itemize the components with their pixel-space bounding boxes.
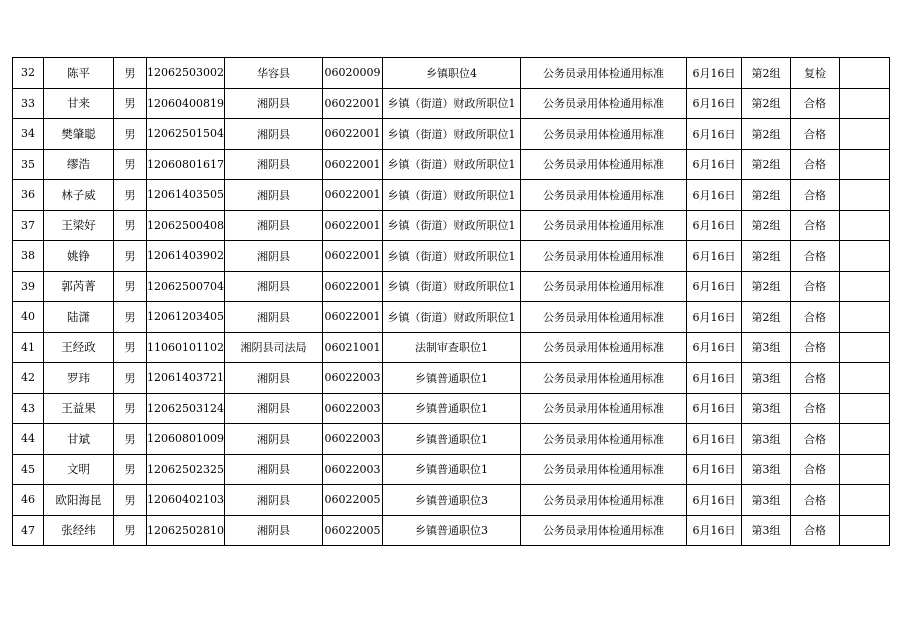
cell-post-code: 06022001 bbox=[322, 119, 382, 150]
cell-post-code: 06022001 bbox=[322, 271, 382, 302]
cell-name: 张经纬 bbox=[44, 515, 114, 546]
cell-unit: 湘阴县 bbox=[224, 149, 322, 180]
cell-unit: 湘阴县 bbox=[224, 180, 322, 211]
cell-name: 缪浩 bbox=[44, 149, 114, 180]
cell-post-code: 06021001 bbox=[322, 332, 382, 363]
cell-exam-id: 12061403721 bbox=[147, 363, 225, 394]
cell-standard: 公务员录用体检通用标准 bbox=[520, 119, 686, 150]
cell-date: 6月16日 bbox=[686, 485, 741, 516]
cell-unit: 湘阴县 bbox=[224, 515, 322, 546]
cell-name: 王经政 bbox=[44, 332, 114, 363]
cell-date: 6月16日 bbox=[686, 58, 741, 89]
cell-group: 第2组 bbox=[741, 271, 790, 302]
cell-post-code: 06022003 bbox=[322, 363, 382, 394]
cell-gender: 男 bbox=[114, 393, 147, 424]
cell-date: 6月16日 bbox=[686, 302, 741, 333]
cell-note bbox=[839, 302, 889, 333]
cell-unit: 湘阴县 bbox=[224, 393, 322, 424]
table-row bbox=[13, 210, 890, 241]
table-row bbox=[13, 393, 890, 424]
cell-result: 合格 bbox=[790, 393, 839, 424]
table-row bbox=[13, 58, 890, 89]
cell-date: 6月16日 bbox=[686, 454, 741, 485]
cell-date: 6月16日 bbox=[686, 424, 741, 455]
cell-post: 乡镇（街道）财政所职位1 bbox=[382, 210, 520, 241]
cell-result: 合格 bbox=[790, 180, 839, 211]
cell-post-code: 06022003 bbox=[322, 393, 382, 424]
cell-seq-no: 33 bbox=[13, 88, 44, 119]
cell-standard: 公务员录用体检通用标准 bbox=[520, 58, 686, 89]
cell-standard: 公务员录用体检通用标准 bbox=[520, 149, 686, 180]
cell-seq-no: 36 bbox=[13, 180, 44, 211]
table-row bbox=[13, 302, 890, 333]
cell-note bbox=[839, 271, 889, 302]
cell-result: 合格 bbox=[790, 119, 839, 150]
table-row bbox=[13, 88, 890, 119]
cell-group: 第2组 bbox=[741, 302, 790, 333]
cell-exam-id: 12062500408 bbox=[147, 210, 225, 241]
cell-post: 乡镇普通职位1 bbox=[382, 454, 520, 485]
cell-group: 第3组 bbox=[741, 393, 790, 424]
cell-seq-no: 46 bbox=[13, 485, 44, 516]
table-row bbox=[13, 149, 890, 180]
cell-post-code: 06022001 bbox=[322, 149, 382, 180]
cell-result: 合格 bbox=[790, 149, 839, 180]
cell-note bbox=[839, 515, 889, 546]
cell-result: 合格 bbox=[790, 485, 839, 516]
cell-exam-id: 12060402103 bbox=[147, 485, 225, 516]
cell-post-code: 06022001 bbox=[322, 210, 382, 241]
cell-gender: 男 bbox=[114, 302, 147, 333]
cell-date: 6月16日 bbox=[686, 271, 741, 302]
cell-gender: 男 bbox=[114, 454, 147, 485]
cell-note bbox=[839, 58, 889, 89]
table-row bbox=[13, 180, 890, 211]
cell-result: 复检 bbox=[790, 58, 839, 89]
cell-group: 第2组 bbox=[741, 210, 790, 241]
cell-standard: 公务员录用体检通用标准 bbox=[520, 180, 686, 211]
cell-group: 第3组 bbox=[741, 485, 790, 516]
cell-standard: 公务员录用体检通用标准 bbox=[520, 332, 686, 363]
table-body bbox=[13, 58, 890, 546]
cell-unit: 湘阴县 bbox=[224, 210, 322, 241]
cell-post: 乡镇（街道）财政所职位1 bbox=[382, 271, 520, 302]
cell-group: 第2组 bbox=[741, 88, 790, 119]
cell-exam-id: 12062502810 bbox=[147, 515, 225, 546]
cell-post: 乡镇（街道）财政所职位1 bbox=[382, 302, 520, 333]
cell-group: 第2组 bbox=[741, 180, 790, 211]
cell-result: 合格 bbox=[790, 241, 839, 272]
cell-date: 6月16日 bbox=[686, 88, 741, 119]
cell-unit: 湘阴县司法局 bbox=[224, 332, 322, 363]
table-row bbox=[13, 424, 890, 455]
cell-standard: 公务员录用体检通用标准 bbox=[520, 454, 686, 485]
cell-exam-id: 12062500704 bbox=[147, 271, 225, 302]
cell-exam-id: 12060801617 bbox=[147, 149, 225, 180]
cell-gender: 男 bbox=[114, 424, 147, 455]
cell-group: 第2组 bbox=[741, 58, 790, 89]
cell-note bbox=[839, 424, 889, 455]
cell-standard: 公务员录用体检通用标准 bbox=[520, 485, 686, 516]
cell-seq-no: 34 bbox=[13, 119, 44, 150]
cell-exam-id: 12061203405 bbox=[147, 302, 225, 333]
cell-gender: 男 bbox=[114, 515, 147, 546]
cell-name: 王益果 bbox=[44, 393, 114, 424]
cell-post: 乡镇（街道）财政所职位1 bbox=[382, 241, 520, 272]
cell-name: 林子威 bbox=[44, 180, 114, 211]
cell-date: 6月16日 bbox=[686, 515, 741, 546]
cell-exam-id: 12062503124 bbox=[147, 393, 225, 424]
table-row bbox=[13, 485, 890, 516]
cell-date: 6月16日 bbox=[686, 393, 741, 424]
cell-standard: 公务员录用体检通用标准 bbox=[520, 210, 686, 241]
cell-seq-no: 47 bbox=[13, 515, 44, 546]
cell-standard: 公务员录用体检通用标准 bbox=[520, 424, 686, 455]
cell-unit: 湘阴县 bbox=[224, 271, 322, 302]
cell-post: 乡镇（街道）财政所职位1 bbox=[382, 119, 520, 150]
cell-note bbox=[839, 454, 889, 485]
cell-date: 6月16日 bbox=[686, 149, 741, 180]
cell-result: 合格 bbox=[790, 424, 839, 455]
cell-note bbox=[839, 363, 889, 394]
cell-result: 合格 bbox=[790, 515, 839, 546]
cell-result: 合格 bbox=[790, 332, 839, 363]
cell-post: 乡镇（街道）财政所职位1 bbox=[382, 149, 520, 180]
cell-post-code: 06022005 bbox=[322, 485, 382, 516]
cell-exam-id: 11060101102 bbox=[147, 332, 225, 363]
cell-seq-no: 44 bbox=[13, 424, 44, 455]
cell-exam-id: 12060400819 bbox=[147, 88, 225, 119]
cell-exam-id: 12062502325 bbox=[147, 454, 225, 485]
cell-post: 乡镇普通职位3 bbox=[382, 515, 520, 546]
cell-name: 文明 bbox=[44, 454, 114, 485]
cell-post-code: 06020009 bbox=[322, 58, 382, 89]
cell-seq-no: 38 bbox=[13, 241, 44, 272]
exam-roster-table bbox=[12, 57, 890, 546]
cell-group: 第3组 bbox=[741, 515, 790, 546]
cell-unit: 湘阴县 bbox=[224, 485, 322, 516]
cell-result: 合格 bbox=[790, 271, 839, 302]
cell-note bbox=[839, 119, 889, 150]
cell-seq-no: 37 bbox=[13, 210, 44, 241]
cell-seq-no: 39 bbox=[13, 271, 44, 302]
cell-date: 6月16日 bbox=[686, 119, 741, 150]
cell-post-code: 06022001 bbox=[322, 241, 382, 272]
cell-post-code: 06022003 bbox=[322, 454, 382, 485]
cell-name: 欧阳海昆 bbox=[44, 485, 114, 516]
cell-post-code: 06022001 bbox=[322, 302, 382, 333]
cell-result: 合格 bbox=[790, 454, 839, 485]
cell-post: 乡镇普通职位1 bbox=[382, 363, 520, 394]
cell-exam-id: 12061403505 bbox=[147, 180, 225, 211]
cell-gender: 男 bbox=[114, 58, 147, 89]
cell-gender: 男 bbox=[114, 241, 147, 272]
cell-name: 罗玮 bbox=[44, 363, 114, 394]
cell-unit: 湘阴县 bbox=[224, 302, 322, 333]
cell-post-code: 06022001 bbox=[322, 88, 382, 119]
cell-group: 第2组 bbox=[741, 119, 790, 150]
cell-name: 姚铮 bbox=[44, 241, 114, 272]
cell-seq-no: 41 bbox=[13, 332, 44, 363]
cell-group: 第3组 bbox=[741, 363, 790, 394]
cell-name: 甘来 bbox=[44, 88, 114, 119]
cell-note bbox=[839, 149, 889, 180]
cell-gender: 男 bbox=[114, 180, 147, 211]
cell-group: 第2组 bbox=[741, 241, 790, 272]
table-row bbox=[13, 332, 890, 363]
cell-unit: 湘阴县 bbox=[224, 454, 322, 485]
table-row bbox=[13, 119, 890, 150]
cell-post: 乡镇（街道）财政所职位1 bbox=[382, 88, 520, 119]
cell-gender: 男 bbox=[114, 88, 147, 119]
cell-post-code: 06022003 bbox=[322, 424, 382, 455]
cell-group: 第3组 bbox=[741, 454, 790, 485]
cell-note bbox=[839, 485, 889, 516]
cell-post: 乡镇普通职位1 bbox=[382, 393, 520, 424]
cell-name: 王梁好 bbox=[44, 210, 114, 241]
cell-gender: 男 bbox=[114, 332, 147, 363]
cell-exam-id: 12061403902 bbox=[147, 241, 225, 272]
cell-seq-no: 43 bbox=[13, 393, 44, 424]
cell-date: 6月16日 bbox=[686, 241, 741, 272]
cell-note bbox=[839, 180, 889, 211]
cell-name: 陈平 bbox=[44, 58, 114, 89]
cell-seq-no: 35 bbox=[13, 149, 44, 180]
cell-note bbox=[839, 241, 889, 272]
cell-date: 6月16日 bbox=[686, 332, 741, 363]
cell-gender: 男 bbox=[114, 363, 147, 394]
cell-post: 法制审查职位1 bbox=[382, 332, 520, 363]
cell-note bbox=[839, 332, 889, 363]
cell-result: 合格 bbox=[790, 210, 839, 241]
cell-post-code: 06022005 bbox=[322, 515, 382, 546]
cell-group: 第2组 bbox=[741, 149, 790, 180]
cell-post: 乡镇职位4 bbox=[382, 58, 520, 89]
cell-group: 第3组 bbox=[741, 424, 790, 455]
cell-unit: 华容县 bbox=[224, 58, 322, 89]
cell-post: 乡镇普通职位1 bbox=[382, 424, 520, 455]
cell-seq-no: 42 bbox=[13, 363, 44, 394]
cell-gender: 男 bbox=[114, 210, 147, 241]
cell-unit: 湘阴县 bbox=[224, 88, 322, 119]
cell-exam-id: 12062503002 bbox=[147, 58, 225, 89]
table-row bbox=[13, 515, 890, 546]
cell-result: 合格 bbox=[790, 302, 839, 333]
cell-date: 6月16日 bbox=[686, 180, 741, 211]
cell-standard: 公务员录用体检通用标准 bbox=[520, 515, 686, 546]
cell-standard: 公务员录用体检通用标准 bbox=[520, 241, 686, 272]
cell-date: 6月16日 bbox=[686, 210, 741, 241]
cell-post: 乡镇（街道）财政所职位1 bbox=[382, 180, 520, 211]
cell-name: 樊肇聪 bbox=[44, 119, 114, 150]
cell-post-code: 06022001 bbox=[322, 180, 382, 211]
table-row bbox=[13, 241, 890, 272]
cell-result: 合格 bbox=[790, 88, 839, 119]
cell-gender: 男 bbox=[114, 119, 147, 150]
cell-note bbox=[839, 88, 889, 119]
cell-standard: 公务员录用体检通用标准 bbox=[520, 302, 686, 333]
cell-post: 乡镇普通职位3 bbox=[382, 485, 520, 516]
cell-exam-id: 12062501504 bbox=[147, 119, 225, 150]
cell-standard: 公务员录用体检通用标准 bbox=[520, 271, 686, 302]
table-row bbox=[13, 454, 890, 485]
cell-gender: 男 bbox=[114, 485, 147, 516]
table-row bbox=[13, 363, 890, 394]
cell-unit: 湘阴县 bbox=[224, 424, 322, 455]
cell-name: 郭芮菁 bbox=[44, 271, 114, 302]
cell-date: 6月16日 bbox=[686, 363, 741, 394]
cell-unit: 湘阴县 bbox=[224, 241, 322, 272]
cell-seq-no: 45 bbox=[13, 454, 44, 485]
table-row bbox=[13, 271, 890, 302]
cell-standard: 公务员录用体检通用标准 bbox=[520, 88, 686, 119]
cell-standard: 公务员录用体检通用标准 bbox=[520, 393, 686, 424]
cell-gender: 男 bbox=[114, 271, 147, 302]
cell-unit: 湘阴县 bbox=[224, 363, 322, 394]
cell-group: 第3组 bbox=[741, 332, 790, 363]
cell-seq-no: 32 bbox=[13, 58, 44, 89]
cell-name: 甘斌 bbox=[44, 424, 114, 455]
cell-unit: 湘阴县 bbox=[224, 119, 322, 150]
cell-result: 合格 bbox=[790, 363, 839, 394]
cell-standard: 公务员录用体检通用标准 bbox=[520, 363, 686, 394]
cell-name: 陆潇 bbox=[44, 302, 114, 333]
cell-gender: 男 bbox=[114, 149, 147, 180]
cell-seq-no: 40 bbox=[13, 302, 44, 333]
cell-note bbox=[839, 393, 889, 424]
cell-note bbox=[839, 210, 889, 241]
cell-exam-id: 12060801009 bbox=[147, 424, 225, 455]
